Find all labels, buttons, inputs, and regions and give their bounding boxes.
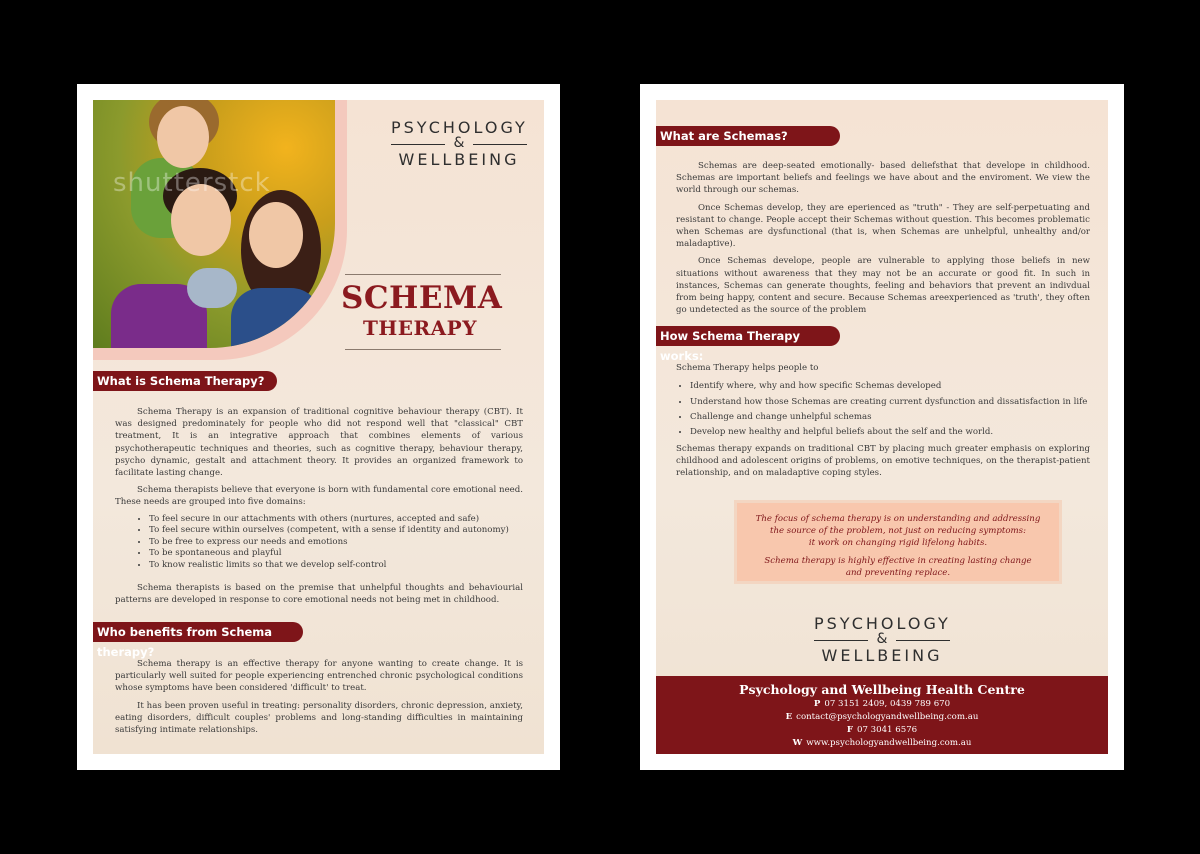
phone-number: 07 3151 2409, 0439 789 670 — [824, 699, 951, 709]
title-rule-bottom — [345, 349, 501, 350]
family-photo-frame — [93, 100, 347, 360]
right-page-content — [656, 100, 1108, 754]
photo-watermark: shutterstck — [113, 168, 271, 198]
logo-ampersand: & — [814, 633, 950, 646]
list-item: • Identify where, why and how specific Schemas developed — [690, 379, 1090, 394]
list-item: • Understand how those Schemas are creating current dysfunction and dissatisfaction in life — [690, 395, 1090, 410]
focus-line-1: The focus of schema therapy is on understanding and addressing — [755, 514, 1041, 524]
contact-footer — [656, 676, 1108, 754]
brand-logo — [391, 118, 527, 169]
what-is-paragraph-1: Schema Therapy is an expansion of traditional cognitive behaviour therapy (CBT). It was designed predominately for people who did not respond well that "classical" CBT treatment, It is an integrative approach that combines elements of various psychotherapeutic techniques and theories, such as cognitive therapy, behaviour therapy, psycho dynamic, gestalt and attachment theory. It provides an organized framework to facilitate lasting change. — [115, 407, 523, 479]
who-benefits-section — [115, 658, 523, 741]
email-label: E — [785, 712, 793, 722]
section-heading-who-benefits: Who benefits from Schema therapy? — [93, 622, 303, 642]
list-item: • To be spontaneous and playful — [149, 548, 523, 560]
how-it-works-paragraph: Schemas therapy expands on traditional CBT by placing much greater emphasis on exploring childhood and adolescent origins of problems, on emotive techniques, on the therapist-patient relationship, and on maladaptive coping styles. — [676, 443, 1090, 479]
list-item: • Challenge and change unhelpful schemas — [690, 410, 1090, 425]
family-photo — [93, 100, 335, 348]
fax-label: F — [846, 725, 853, 735]
right-page — [640, 84, 1124, 770]
what-is-section — [115, 406, 523, 611]
page-title: SCHEMA — [341, 280, 503, 316]
who-benefits-paragraph-1: Schema therapy is an effective therapy for anyone wanting to create change. It is particularly well suited for people experiencing entrenched chronic psychological conditions whose symptoms have been considered 'difficult' to treat. — [115, 659, 523, 694]
logo-line-1: PSYCHOLOGY — [814, 614, 951, 633]
section-heading-how-it-works: How Schema Therapy works: — [656, 326, 840, 346]
list-item: • To feel secure in our attachments with others (nurtures, accepted and safe) — [149, 514, 523, 526]
focus-line-5: and preventing replace. — [845, 567, 951, 578]
what-are-schemas-section — [676, 160, 1090, 321]
list-item: • Develop new healthy and helpful beliefs about the self and the world. — [690, 425, 1090, 440]
fax-number: 07 3041 6576 — [856, 725, 918, 735]
phone-line — [656, 698, 1108, 711]
fax-line — [656, 724, 1108, 737]
left-page — [77, 84, 560, 770]
email-address[interactable]: contact@psychologyandwellbeing.com.au — [796, 712, 979, 722]
schemas-paragraph-1: Schemas are deep-seated emotionally- based deliefsthat that develope in childhood. Schemas are important beliefs and feelings we have about and the enviroment. We view the world through our schemas. — [676, 161, 1090, 196]
needs-list — [115, 514, 523, 572]
web-label: W — [792, 738, 803, 748]
centre-name: Psychology and Wellbeing Health Centre — [739, 682, 1025, 697]
email-line — [656, 711, 1108, 724]
focus-line-4: Schema therapy is highly effective in creating lasting change — [764, 555, 1032, 566]
website-link[interactable]: www.psychologyandwellbeing.com.au — [806, 738, 972, 748]
title-rule-top — [345, 274, 501, 275]
focus-line-3: it work on changing rigid lifelong habits. — [808, 538, 988, 549]
left-page-content — [93, 100, 544, 754]
logo-line-1: PSYCHOLOGY — [391, 118, 528, 137]
schemas-paragraph-3: Once Schemas develope, people are vulnerable to applying those beliefs in new situations without awareness that they may not be an accurate or good fit. In such in instances, Schemas can generate thoughts, feeling and behaviors that prevent an indivdual from being happy, content and secure. Because Schemas areexperienced as 'truth', they often go undetected as the source of the problem — [676, 256, 1090, 316]
brand-logo — [814, 614, 950, 665]
section-heading-what-are-schemas: What are Schemas? — [656, 126, 840, 146]
phone-label: P — [813, 699, 821, 709]
focus-callout — [734, 500, 1062, 584]
logo-ampersand: & — [391, 137, 527, 150]
list-item: • To know realistic limits so that we develop self-control — [149, 560, 523, 572]
web-line — [656, 737, 1108, 750]
schemas-paragraph-2: Once Schemas develop, they are eperienced as "truth" - They are self-perpetuating and resistant to change. People accept their Schemas without question. This becomes problematic when Schemas are dysfunctional (that is, when Schemas are unhelpful, unhealthy and/or maladaptive). — [676, 202, 1090, 250]
logo-line-2: WELLBEING — [821, 646, 943, 665]
how-it-works-section — [676, 362, 1090, 484]
focus-line-2: the source of the problem, not just on reducing symptoms: — [770, 526, 1026, 537]
list-item: • To be free to express our needs and emotions — [149, 537, 523, 549]
benefits-list — [676, 379, 1090, 441]
what-is-paragraph-3: Schema therapists is based on the premise that unhelpful thoughts and behaviourial patterns are developed in response to core emotional needs not being met in childhood. — [115, 582, 523, 605]
list-item: • To feel secure within ourselves (competent, with a sense if identity and autonomy) — [149, 525, 523, 537]
how-it-works-intro: Schema Therapy helps people to — [676, 363, 819, 373]
what-is-paragraph-2: Schema therapists believe that everyone is born with fundamental core emotional need. These needs are grouped into five domains: — [115, 485, 523, 508]
page-subtitle: THERAPY — [363, 316, 477, 340]
section-heading-what-is: What is Schema Therapy? — [93, 371, 277, 391]
who-benefits-paragraph-2: It has been proven useful in treating: personality disorders, chronic depression, anxiety, eating disorders, difficult couples' problems and long-standing difficulties in maintaining satisfying intimate relationships. — [115, 700, 523, 736]
logo-line-2: WELLBEING — [398, 150, 520, 169]
